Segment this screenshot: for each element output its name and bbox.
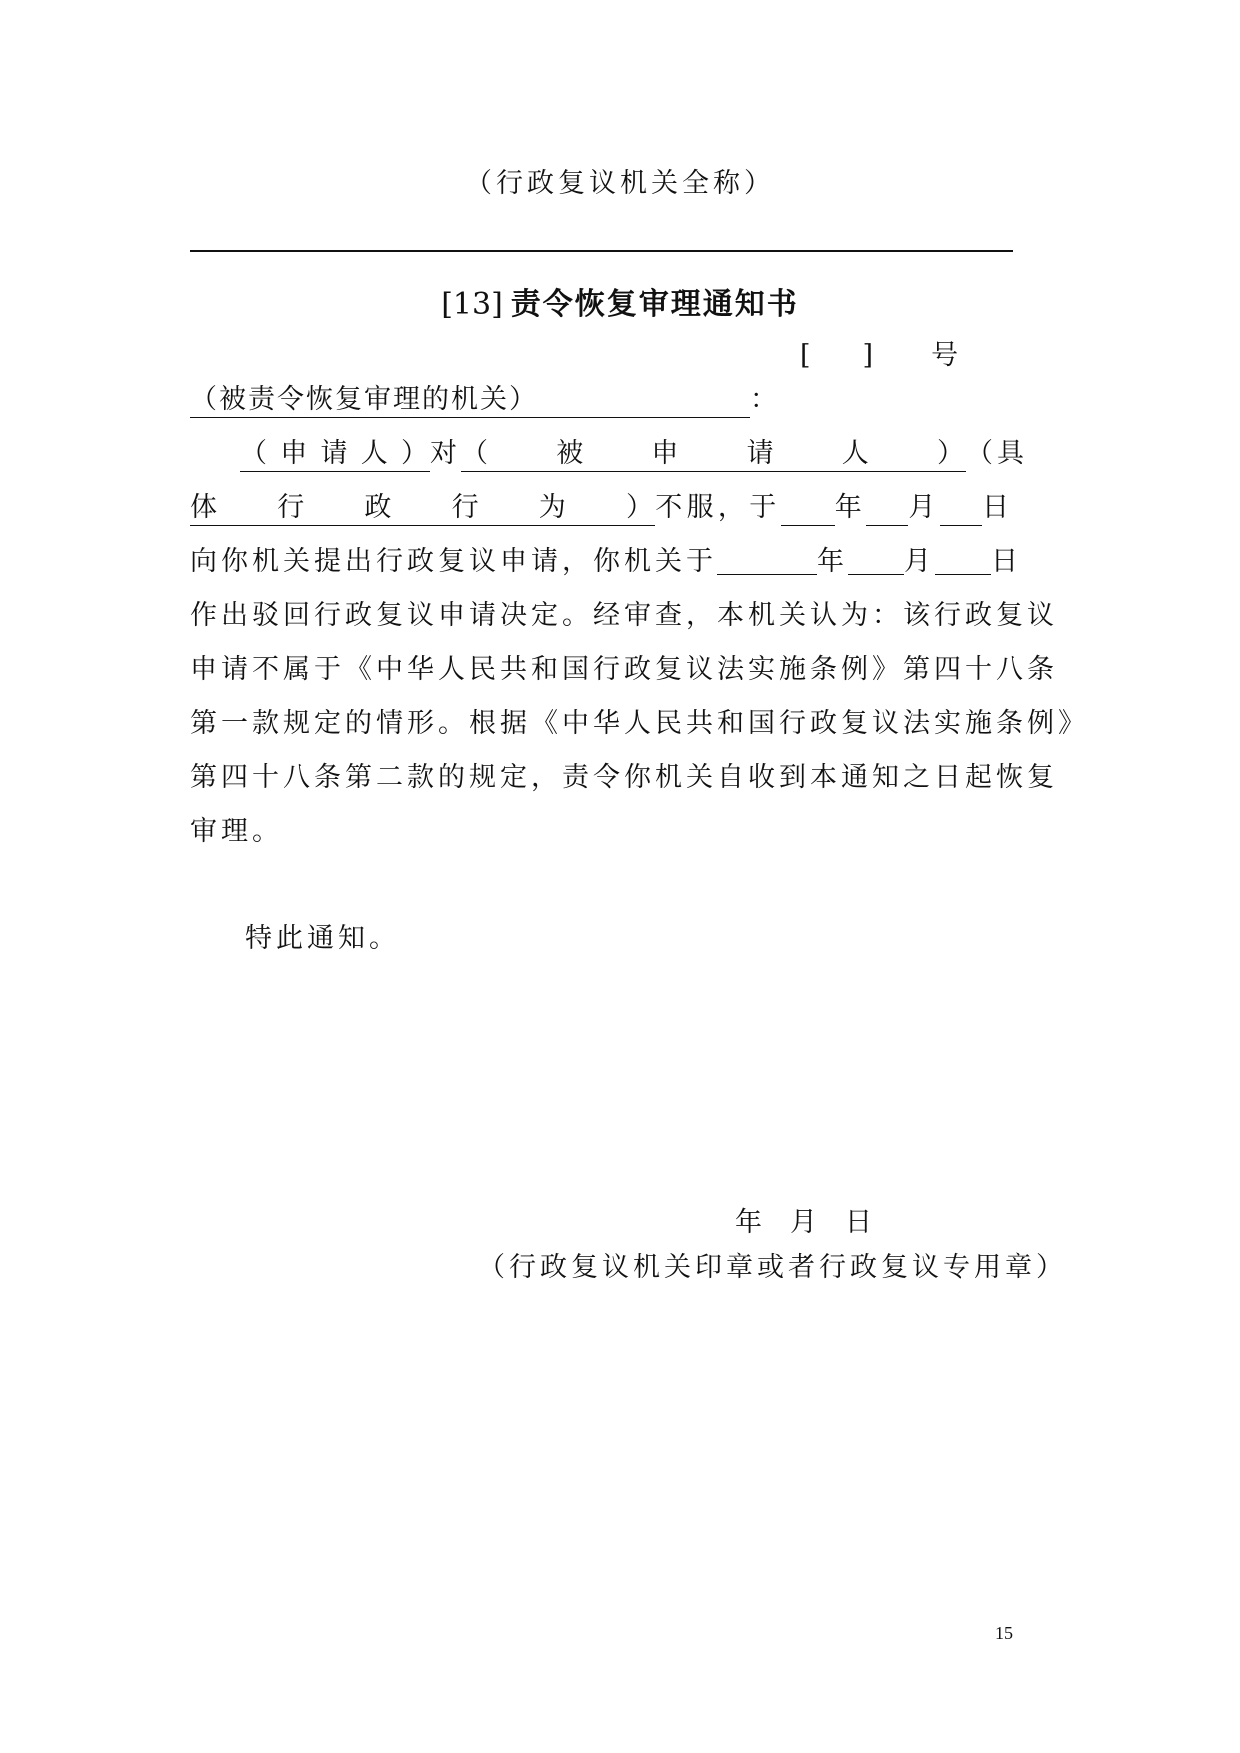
sign-year-label: 年 (735, 1207, 762, 1238)
not-satisfied-text: 不服，于 (655, 492, 781, 523)
issuing-authority-placeholder: （行政复议机关全称） (465, 168, 775, 199)
act-label-start: （具 (966, 438, 1028, 469)
signature-date (735, 1200, 900, 1239)
applicant-field: （申请人） (240, 440, 430, 472)
reject-year-label: 年 (817, 546, 848, 577)
addressee-line (190, 386, 781, 418)
body-line-7: 第四十八条第二款的规定，责令你机关自收到本通知之日起恢复 (190, 762, 1058, 793)
seal-note: （行政复议机关印章或者行政复议专用章） (478, 1252, 1067, 1283)
body-line-8: 审理。 (190, 816, 283, 847)
number-bracket-open: [ (800, 340, 811, 371)
body-line-5: 申请不属于《中华人民共和国行政复议法实施条例》第四十八条 (190, 654, 1058, 685)
reject-month-label: 月 (904, 546, 935, 577)
page-number: 15 (995, 1623, 1013, 1643)
sign-day-label: 日 (845, 1207, 872, 1238)
signoff-text: 特此通知。 (245, 923, 400, 954)
body-line-6: 第一款规定的情形。根据《中华人民共和国行政复议法实施条例》 (190, 708, 1089, 739)
reject-year-blank (717, 550, 817, 575)
title-text: 责令恢复审理通知书 (510, 287, 799, 322)
body-line-4: 作出驳回行政复议申请决定。经审查，本机关认为：该行政复议 (190, 600, 1058, 631)
document-title (0, 279, 1240, 323)
addressee-colon: ： (750, 384, 781, 415)
line3-text-b: 你机关于 (593, 546, 717, 577)
document-number (800, 333, 958, 372)
to-text: 对 (430, 438, 461, 469)
form-number: [13] (441, 287, 503, 322)
apply-day-label: 日 (981, 492, 1014, 523)
reject-month-blank (848, 550, 904, 575)
administrative-act-field: 体行政行为） (190, 494, 655, 526)
body-line-1 (190, 438, 1028, 472)
apply-month-label: 月 (908, 492, 940, 523)
line3-text-a: 向你机关提出行政复议申请， (190, 546, 593, 577)
apply-year-blank (781, 501, 835, 526)
apply-month-blank (866, 501, 908, 526)
sign-month-label: 月 (790, 1207, 817, 1238)
addressee-field: （被责令恢复审理的机关） (190, 386, 750, 418)
respondent-field: （被申请人） (461, 440, 966, 472)
body-line-3 (190, 546, 1022, 577)
number-bracket-close: ] (862, 340, 874, 371)
apply-year-label: 年 (834, 492, 867, 523)
apply-day-blank (940, 501, 982, 526)
header-divider (190, 250, 1013, 252)
number-suffix: 号 (931, 340, 959, 371)
reject-day-label: 日 (991, 546, 1022, 577)
body-line-2 (190, 494, 1013, 526)
reject-day-blank (935, 550, 991, 575)
